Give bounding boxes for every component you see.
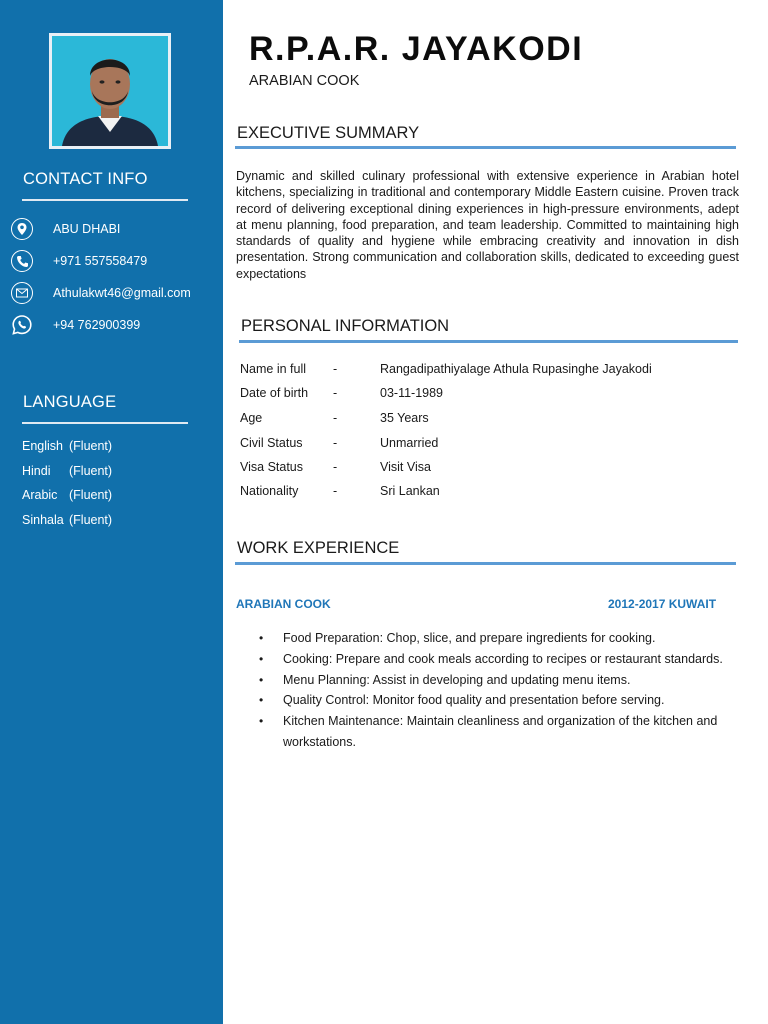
bullet: •: [259, 693, 264, 708]
duty-text: Menu Planning: Assist in developing and updating menu items.: [283, 672, 631, 687]
bullet: •: [259, 651, 264, 666]
language-name: English: [22, 439, 63, 453]
job-title: ARABIAN COOK: [236, 597, 331, 611]
contact-heading: CONTACT INFO: [23, 170, 148, 188]
language-heading: LANGUAGE: [23, 393, 117, 411]
language-level: (Fluent): [69, 464, 113, 478]
personal-separator: -: [333, 484, 338, 498]
contact-divider: [22, 199, 188, 201]
personal-row: [240, 460, 740, 478]
list-item: [259, 628, 742, 649]
personal-row: [240, 484, 740, 502]
language-divider: [22, 422, 188, 424]
personal-row: [240, 436, 740, 454]
personal-value: Sri Lankan: [380, 484, 440, 498]
personal-row: [240, 411, 740, 429]
language-item: [22, 513, 113, 527]
language-level: (Fluent): [69, 439, 113, 453]
personal-value: 03-11-1989: [380, 386, 444, 400]
personal-label: Age: [240, 411, 263, 425]
contact-phone: [11, 249, 148, 273]
contact-location: [11, 217, 121, 241]
duty-text: Kitchen Maintenance: Maintain cleanliness and organization of the kitchen and workstations.: [283, 714, 718, 749]
work-heading: WORK EXPERIENCE: [237, 539, 400, 557]
contact-email: [11, 281, 191, 305]
personal-heading: PERSONAL INFORMATION: [241, 317, 450, 335]
profile-photo: [49, 33, 171, 149]
contact-location-text: ABU DHABI: [53, 222, 121, 236]
contact-whatsapp-text: +94 762900399: [53, 318, 141, 332]
personal-separator: -: [333, 362, 338, 376]
personal-label: Visa Status: [240, 460, 304, 474]
job-period: 2012-2017 KUWAIT: [608, 597, 717, 611]
work-divider: [235, 562, 736, 565]
personal-label: Nationality: [240, 484, 299, 498]
phone-icon: [11, 250, 33, 272]
candidate-name: R.P.A.R. JAYAKODI: [249, 30, 584, 68]
language-item: [22, 439, 113, 453]
personal-label: Civil Status: [240, 436, 303, 450]
contact-whatsapp: [11, 313, 141, 337]
personal-separator: -: [333, 460, 338, 474]
personal-value: 35 Years: [380, 411, 429, 425]
personal-row: [240, 362, 740, 380]
language-level: (Fluent): [69, 513, 113, 527]
list-item: [259, 690, 742, 711]
bullet: •: [259, 672, 264, 687]
personal-row: [240, 386, 740, 404]
personal-label: Name in full: [240, 362, 306, 376]
personal-value: Unmarried: [380, 436, 439, 450]
summary-heading: EXECUTIVE SUMMARY: [237, 124, 420, 142]
personal-value: Rangadipathiyalage Athula Rupasinghe Jayakodi: [380, 362, 652, 376]
personal-separator: -: [333, 386, 338, 400]
contact-phone-text: +971 557558479: [53, 254, 148, 268]
duty-text: Quality Control: Monitor food quality and presentation before serving.: [283, 693, 665, 708]
language-item: [22, 464, 113, 478]
candidate-role: ARABIAN COOK: [249, 73, 360, 89]
duty-text: Food Preparation: Chop, slice, and prepare ingredients for cooking.: [283, 631, 656, 645]
location-pin-icon: [11, 218, 33, 240]
language-item: [22, 488, 113, 502]
list-item: [259, 649, 742, 670]
summary-text: Dynamic and skilled culinary professional with extensive experience in Arabian hotel kitchens, specializing in traditional and contemporary Middle Eastern cuisine. Proven track record of delivering exceptional dining experiences in high-pressure environments, adept at menu planning, food preparation, and team leadership. Committed to maintaining high standards of quality and hygiene while embracing creativity and innovation in dish presentation. Strong communication and collaboration skills, dedicated to exceeding guest expectations: [236, 169, 739, 281]
summary-divider: [235, 146, 736, 149]
sidebar: [0, 0, 223, 1024]
duty-text: Cooking: Prepare and cook meals according to recipes or restaurant standards.: [283, 651, 723, 666]
language-name: Hindi: [22, 464, 51, 478]
language-level: (Fluent): [69, 488, 113, 502]
language-name: Arabic: [22, 488, 58, 502]
personal-divider: [239, 340, 738, 343]
list-item: [259, 670, 742, 691]
contact-email-text: Athulakwt46@gmail.com: [53, 286, 191, 300]
personal-separator: -: [333, 411, 338, 425]
list-item: [259, 711, 742, 753]
personal-value: Visit Visa: [380, 460, 431, 474]
language-name: Sinhala: [22, 513, 64, 527]
personal-separator: -: [333, 436, 338, 450]
duties-list: [259, 628, 742, 753]
email-icon: [11, 282, 33, 304]
personal-label: Date of birth: [240, 386, 309, 400]
bullet: •: [259, 631, 264, 645]
bullet: •: [259, 714, 264, 729]
whatsapp-icon: [11, 314, 33, 336]
